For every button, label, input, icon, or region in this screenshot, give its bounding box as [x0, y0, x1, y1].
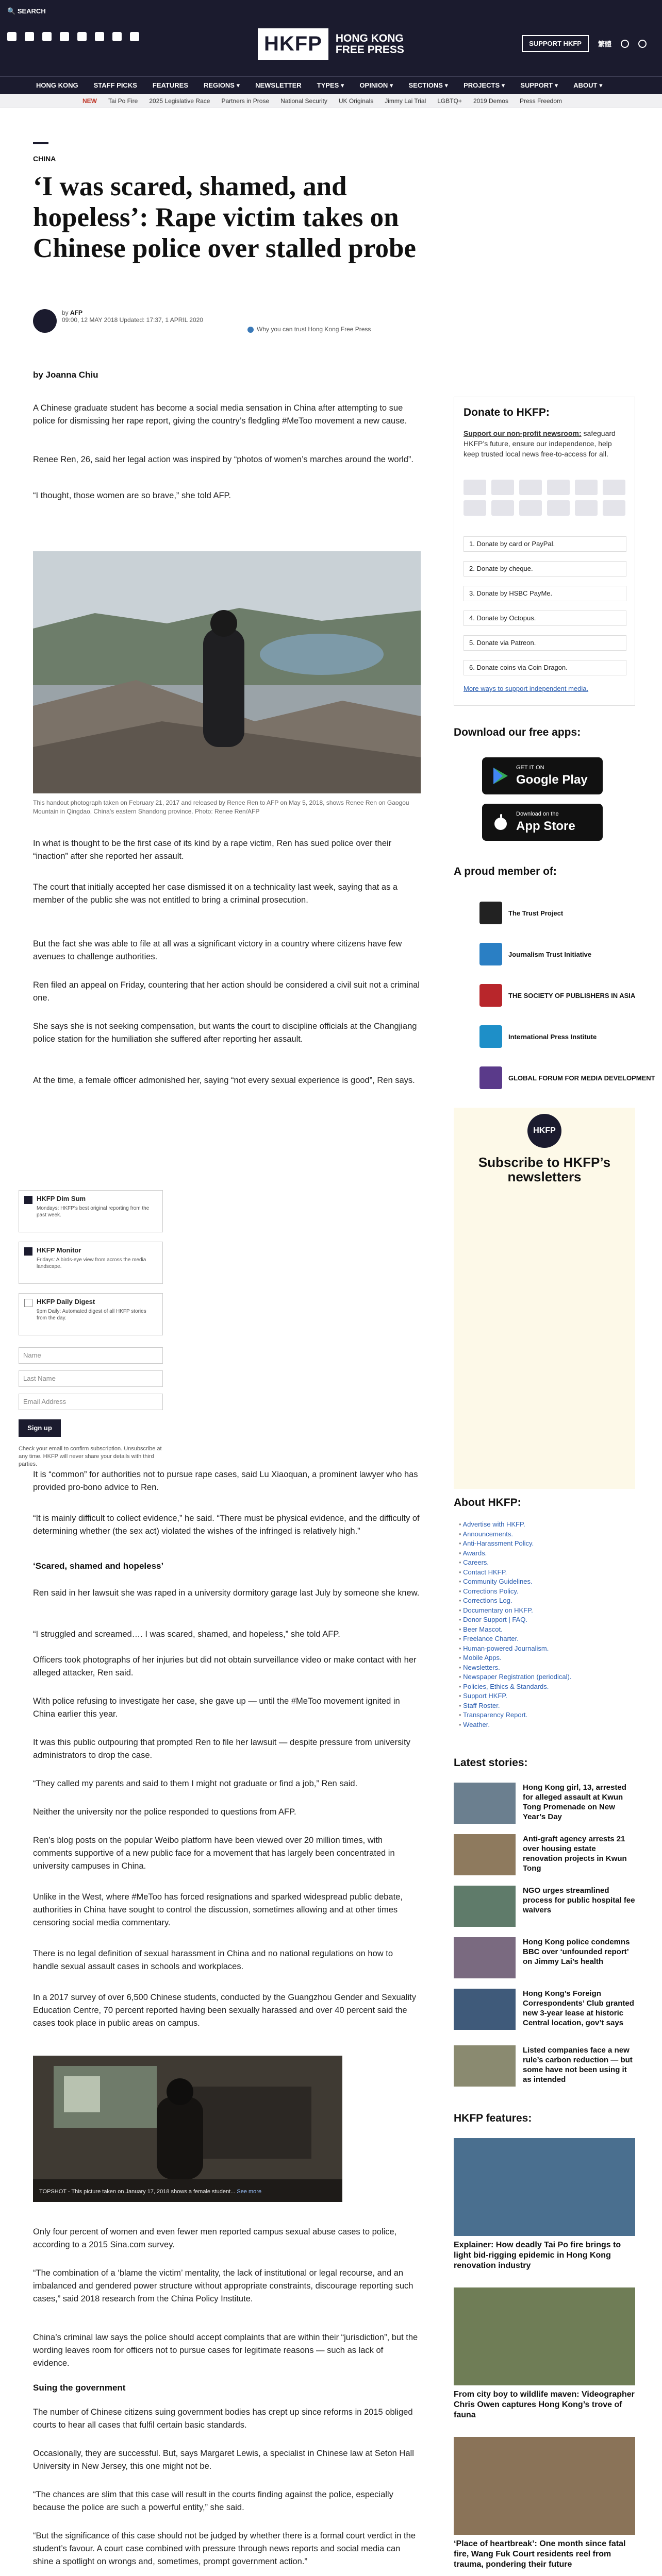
checkbox-icon[interactable] — [24, 1196, 32, 1204]
paragraph: At the time, a female officer admonished her, saying “not every sexual experience is good”, Ren says. — [33, 1076, 415, 1085]
about-title: About HKFP: — [454, 1497, 521, 1509]
latest-title: Latest stories: — [454, 1757, 528, 1769]
last-name-input[interactable]: Last Name — [19, 1370, 163, 1387]
topic-link[interactable]: Jimmy Lai Trial — [385, 97, 426, 105]
payment-icon — [519, 500, 542, 516]
member-logo[interactable] — [479, 984, 635, 1007]
story-title: Listed companies face a new rule’s carbon reduction — but some have not been using it as intended — [523, 2046, 633, 2084]
member-name: International Press Institute — [508, 1032, 597, 1041]
logo-line-1: HONG KONG — [335, 32, 404, 44]
email-input[interactable]: Email Address — [19, 1394, 163, 1410]
paragraph: “I thought, those women are so brave,” she told AFP. — [33, 491, 231, 500]
menu-icon[interactable] — [638, 40, 647, 48]
payment-icon — [603, 500, 625, 516]
payment-icon — [575, 500, 598, 516]
payment-icon — [547, 500, 570, 516]
apple-icon — [491, 813, 510, 832]
donate-option[interactable]: 4. Donate by Octopus. — [464, 611, 626, 626]
about-link[interactable]: • Advertise with HKFP. — [459, 1520, 634, 1530]
article-headline: ‘I was scared, shamed, and hopeless’: Rape victim takes on Chinese police over stalled probe — [33, 172, 416, 263]
member-logo[interactable] — [479, 902, 563, 924]
facebook-icon[interactable] — [7, 32, 16, 41]
about-link[interactable]: • Corrections Log. — [459, 1596, 634, 1606]
about-link[interactable]: • Policies, Ethics & Standards. — [459, 1682, 634, 1692]
topic-link[interactable]: National Security — [280, 97, 327, 105]
about-link[interactable]: • Support HKFP. — [459, 1691, 634, 1701]
paragraph: “They called my parents and said to them I might not graduate or find a job,” Ren said. — [33, 1779, 358, 1788]
donate-title: Donate to HKFP: — [464, 406, 550, 418]
payment-icon — [603, 480, 625, 495]
paragraph: It is “common” for authorities not to pursue rape cases, said Lu Xiaoquan, a prominent lawyer who has provided pro-bono advice to Ren. — [33, 1470, 418, 1492]
donate-option[interactable]: 6. Donate coins via Coin Dragon. — [464, 660, 626, 675]
sopa-icon — [479, 984, 502, 1007]
latest-story[interactable] — [454, 1886, 635, 1935]
donate-option[interactable]: 2. Donate by cheque. — [464, 561, 626, 577]
latest-story[interactable] — [454, 1989, 635, 2038]
member-name: GLOBAL FORUM FOR MEDIA DEVELOPMENT — [508, 1074, 655, 1082]
mountain-photo — [33, 551, 421, 793]
gfmd-icon — [479, 1066, 502, 1089]
story-title: Anti-graft agency arrests 21 over housing estate renovation projects in Kwun Tong — [523, 1835, 627, 1873]
newsletter-option[interactable] — [19, 1242, 163, 1284]
topic-link[interactable]: UK Originals — [338, 97, 374, 105]
topic-link[interactable]: Tai Po Fire — [108, 97, 138, 105]
info-icon — [247, 327, 254, 333]
section-rule — [33, 142, 48, 144]
donate-option[interactable]: 5. Donate via Patreon. — [464, 635, 626, 651]
byline-agency[interactable]: AFP — [70, 309, 83, 316]
classroom-photo — [33, 2056, 342, 2202]
article-author: by Joanna Chiu — [33, 370, 98, 380]
story-title: Hong Kong’s Foreign Correspondents’ Club granted new 3-year lease at historic Central location, gov’t says — [523, 1989, 634, 2027]
subheading: ‘Scared, shamed and hopeless’ — [33, 1561, 164, 1571]
about-link[interactable]: • Donor Support | FAQ. — [459, 1615, 634, 1625]
paragraph: A Chinese graduate student has become a social media sensation in China after attempting to sue police for dismissing her rape report, giving the country’s fledgling #MeToo movement a new cause. — [33, 403, 407, 426]
paragraph: She says she is not seeking compensation, but wants the court to discipline officials at the Changjiang police station for the humiliation she suffered after reporting her assault. — [33, 1022, 417, 1044]
first-name-input[interactable]: Name — [19, 1347, 163, 1364]
logo-line-2: FREE PRESS — [335, 43, 404, 56]
topic-link[interactable]: Press Freedom — [519, 97, 562, 105]
by-label: by — [62, 309, 69, 316]
as-small-text: Download on the — [516, 811, 559, 817]
site-logo[interactable] — [258, 28, 404, 60]
story-thumbnail — [454, 2045, 516, 2087]
about-link[interactable]: • Newsletters. — [459, 1663, 634, 1673]
paragraph: “I struggled and screamed…. I was scared, shamed, and hopeless,” she told AFP. — [33, 1630, 340, 1639]
paragraph: Renee Ren, 26, said her legal action was inspired by “photos of women’s marches around the world”. — [33, 455, 414, 464]
embedded-photo[interactable] — [33, 2056, 342, 2202]
linkedin-icon[interactable] — [95, 32, 104, 41]
see-more-link[interactable]: See more — [237, 2189, 262, 2195]
member-name: The Trust Project — [508, 909, 564, 917]
nav-item[interactable]: HONG KONG — [36, 81, 78, 89]
nav-item[interactable]: REGIONS ▾ — [204, 81, 240, 89]
google-play-icon — [491, 767, 510, 785]
about-link[interactable]: • Corrections Policy. — [459, 1587, 634, 1597]
nav-item[interactable]: SECTIONS ▾ — [408, 81, 449, 89]
new-badge: NEW — [82, 97, 97, 105]
story-title: Hong Kong police condemns BBC over ‘unfounded report’ on Jimmy Lai’s health — [523, 1938, 630, 1966]
newsletter-note: Check your email to confirm subscription. Unsubscribe at any time. HKFP will never share your details with third parties. — [19, 1446, 162, 1467]
about-link[interactable]: • Transparency Report. — [459, 1710, 634, 1720]
donate-intro-text: safeguard HKFP’s future, ensure our independence, help keep trusted local news free-to-access for all. — [464, 429, 616, 458]
about-link[interactable]: • Freelance Charter. — [459, 1634, 634, 1644]
checkbox-icon[interactable] — [24, 1299, 32, 1307]
social-links — [7, 32, 139, 41]
paragraph: With police refusing to investigate her case, she gave up — until the #MeToo movement ignited in China earlier this year. — [33, 1697, 400, 1719]
top-bar — [0, 0, 662, 76]
about-link[interactable]: • Awards. — [459, 1549, 634, 1558]
app-store-badge[interactable] — [482, 804, 603, 841]
support-hkfp-button[interactable]: SUPPORT HKFP — [522, 35, 589, 52]
payment-icon — [519, 480, 542, 495]
paragraph: “But the significance of this case should not be judged by whether there is a formal court verdict in the student’s favour. A court case combined with pressure through news reports and social media can shine a spotlight on wrongs and, sometimes, prompt government action.” — [33, 2531, 416, 2566]
nav-item[interactable]: FEATURES — [152, 81, 188, 89]
story-thumbnail — [454, 1886, 516, 1927]
paragraph: Ren said in her lawsuit she was raped in a university dormitory garage last July by someone she knew. — [33, 1588, 420, 1598]
byline — [33, 309, 203, 333]
trust-label: Why you can trust Hong Kong Free Press — [257, 326, 371, 333]
features-title: HKFP features: — [454, 2112, 532, 2124]
trust-link[interactable] — [247, 326, 371, 333]
story-title: Hong Kong girl, 13, arrested for alleged assault at Kwun Tong Promenade on New Year’s Day — [523, 1783, 626, 1821]
signup-button[interactable]: Sign up — [19, 1419, 61, 1437]
newsletter-desc: 9pm Daily: Automated digest of all HKFP stories from the day. — [37, 1309, 146, 1321]
checkbox-icon[interactable] — [24, 1247, 32, 1256]
google-play-badge[interactable] — [482, 757, 603, 794]
about-link[interactable]: • Contact HKFP. — [459, 1568, 634, 1578]
feature-title: ‘Place of heartbreak’: One month since fatal fire, Wang Fuk Court residents reel from trauma, pondering their future — [454, 2539, 626, 2569]
paragraph: In what is thought to be the first case of its kind by a rape victim, Ren has sued police over their “inaction” after she reported her assault. — [33, 839, 392, 861]
jti-icon — [479, 943, 502, 965]
language-switch[interactable]: 繁體 — [598, 40, 611, 48]
about-link[interactable]: • Anti-Harassment Policy. — [459, 1539, 634, 1549]
topic-bar — [0, 94, 662, 108]
payment-icon — [491, 480, 514, 495]
newsletter-desc: Mondays: HKFP’s best original reporting from the past week. — [37, 1206, 150, 1218]
donate-more-link[interactable]: More ways to support independent media. — [464, 685, 589, 692]
newsletter-desc: Fridays: A birds-eye view from across the media landscape. — [37, 1257, 146, 1269]
article-photo — [33, 551, 421, 793]
newsletter-option[interactable] — [19, 1293, 163, 1335]
donate-box — [454, 397, 635, 706]
newsletter-name: HKFP Monitor — [37, 1246, 81, 1254]
member-logo[interactable] — [479, 1066, 655, 1089]
feature-card[interactable] — [454, 2287, 635, 2420]
paragraph: The number of Chinese citizens suing government bodies has crept up since reforms in 2015 obliged courts to hear all cases that fulfil certain basic standards. — [33, 2408, 413, 2430]
member-name: THE SOCIETY OF PUBLISHERS IN ASIA — [508, 991, 636, 999]
nav-item[interactable]: SUPPORT ▾ — [520, 81, 558, 89]
gp-small-text: GET IT ON — [516, 765, 544, 771]
nav-item[interactable]: TYPES ▾ — [317, 81, 344, 89]
feature-title: From city boy to wildlife maven: Videographer Chris Owen captures Hong Kong’s trove of fauna — [454, 2390, 635, 2419]
member-name: Journalism Trust Initiative — [508, 950, 592, 958]
paragraph: It was this public outpouring that prompted Ren to file her lawsuit — despite pressure from university administrators to drop the case. — [33, 1738, 410, 1760]
feature-image — [454, 2138, 635, 2236]
payment-icon — [575, 480, 598, 495]
newsletter-box — [454, 1108, 635, 1489]
topic-link[interactable]: Partners in Prose — [221, 97, 270, 105]
paragraph: There is no legal definition of sexual harassment in China and no national regulations on how to handle sexual assault cases in schools and workplaces. — [33, 1949, 393, 1971]
about-link[interactable]: • Community Guidelines. — [459, 1577, 634, 1587]
paragraph: Officers took photographs of her injuries but did not obtain surveillance video or make contact with her alleged attacker, Ren said. — [33, 1655, 417, 1677]
story-thumbnail — [454, 1937, 516, 1978]
feature-card[interactable] — [454, 2437, 635, 2570]
member-logo[interactable] — [479, 943, 591, 965]
logo-mark: HKFP — [258, 28, 328, 60]
photo-caption: This handout photograph taken on February 21, 2017 and released by Renee Ren to AFP on May 5, 2018, shows Renee Ren on Gaogou Mountain in Qingdao, China’s eastern Shandong province. Photo: Renee Ren/AFP — [33, 799, 409, 815]
avatar — [33, 309, 57, 333]
paragraph: China’s criminal law says the police should accept complaints that are within their “jurisdiction”, but the wording leaves room for officers not to pursue cases for legitimate reasons — such as lack of evidence. — [33, 2333, 418, 2368]
rss-icon[interactable] — [130, 32, 139, 41]
donate-intro — [464, 428, 626, 459]
about-link[interactable]: • Documentary on HKFP. — [459, 1606, 634, 1616]
nav-item[interactable]: OPINION ▾ — [359, 81, 393, 89]
story-title: NGO urges streamlined process for public hospital fee waivers — [523, 1886, 635, 1914]
donate-option[interactable]: 3. Donate by HSBC PayMe. — [464, 586, 626, 601]
member-logo[interactable] — [479, 1025, 597, 1048]
topic-link[interactable]: 2025 Legislative Race — [149, 97, 210, 105]
article-category[interactable]: CHINA — [33, 155, 56, 163]
about-link[interactable]: • Mobile Apps. — [459, 1653, 634, 1663]
search-button[interactable]: 🔍 SEARCH — [7, 7, 46, 15]
latest-story[interactable] — [454, 1783, 635, 1832]
nav-item[interactable]: STAFF PICKS — [93, 81, 137, 89]
logo-text — [336, 33, 404, 56]
photo-caption-text: TOPSHOT - This picture taken on January 17, 2018 shows a female student... — [39, 2189, 236, 2195]
trust-project-icon — [479, 902, 502, 924]
about-link[interactable]: • Staff Roster. — [459, 1701, 634, 1711]
story-thumbnail — [454, 1834, 516, 1875]
newsletter-name: HKFP Daily Digest — [37, 1298, 95, 1306]
about-link[interactable]: • Announcements. — [459, 1530, 634, 1539]
newsletter-name: HKFP Dim Sum — [37, 1195, 86, 1202]
paragraph: The court that initially accepted her case dismissed it on a technicality last week, saying that as a member of the public she was not entitled to bring a criminal prosecution. — [33, 883, 398, 905]
photo-caption — [39, 2189, 261, 2195]
feature-card[interactable] — [454, 2138, 635, 2271]
latest-story[interactable] — [454, 1937, 635, 1987]
newsletter-option[interactable] — [19, 1190, 163, 1232]
payment-icon — [464, 480, 486, 495]
paragraph: Only four percent of women and even fewer men reported campus sexual abuse cases to police, according to a 2015 Sina.com survey. — [33, 2227, 397, 2249]
gp-big-text: Google Play — [516, 773, 588, 787]
about-link[interactable]: • Human-powered Journalism. — [459, 1644, 634, 1654]
story-thumbnail — [454, 1783, 516, 1824]
nav-item[interactable]: PROJECTS ▾ — [464, 81, 505, 89]
payment-icon — [491, 500, 514, 516]
paragraph: Ren’s blog posts on the popular Weibo platform have been viewed over 20 million times, with comments supportive of a new public face for a movement that has largely been concentrated in university campuses in China. — [33, 1836, 395, 1871]
topic-link[interactable]: 2019 Demos — [473, 97, 508, 105]
payment-icon — [547, 480, 570, 495]
paragraph: Occasionally, they are successful. But, says Margaret Lewis, a specialist in Chinese law at Seton Hall University in New Jersey, this one might not be. — [33, 2449, 414, 2471]
telegram-icon[interactable] — [77, 32, 87, 41]
donate-intro-link[interactable]: Support our non-profit newsroom: — [464, 429, 582, 437]
x-icon[interactable] — [25, 32, 34, 41]
top-right-actions — [522, 35, 647, 52]
story-thumbnail — [454, 1989, 516, 2030]
newsletter-title: Subscribe to HKFP’s newsletters — [478, 1155, 611, 1184]
apps-title: Download our free apps: — [454, 726, 581, 738]
donate-option[interactable]: 1. Donate by card or PayPal. — [464, 536, 626, 552]
youtube-icon[interactable] — [60, 32, 69, 41]
nav-item[interactable]: NEWSLETTER — [255, 81, 302, 89]
latest-story[interactable] — [454, 2045, 635, 2095]
paragraph: In a 2017 survey of over 6,500 Chinese students, conducted by the Guangzhou Gender and Sexuality Education Centre, 70 percent reported having been sexually harassed and over 40 percent said the cases took place in public areas on campus. — [33, 1993, 416, 2028]
member-title: A proud member of: — [454, 866, 557, 877]
paragraph: “The combination of a ‘blame the victim’ mentality, the lack of institutional or legal recourse, and an imbalanced and gendered power structure without appropriate constraints, discourage reporting such cases,” said 2018 research from the China Policy Institute. — [33, 2268, 413, 2303]
about-link[interactable]: • Careers. — [459, 1558, 634, 1568]
feature-image — [454, 2287, 635, 2385]
main-nav — [0, 76, 662, 94]
payment-logos — [464, 480, 625, 516]
about-list — [459, 1520, 634, 1730]
latest-story[interactable] — [454, 1834, 635, 1884]
newsletter-logo: HKFP — [527, 1114, 561, 1148]
as-big-text: App Store — [516, 819, 575, 833]
paragraph: But the fact she was able to file at all was a significant victory in a country where citizens have few avenues to challenge authorities. — [33, 939, 402, 961]
topic-link[interactable]: LGBTQ+ — [437, 97, 462, 105]
article-dates: 09:00, 12 MAY 2018 Updated: 17:37, 1 APRIL 2020 — [62, 316, 203, 324]
paragraph: “The chances are slim that this case will result in the courts finding against the police, especially because the police are such a powerful entity,” she said. — [33, 2490, 393, 2512]
threads-icon[interactable] — [112, 32, 122, 41]
ipi-icon — [479, 1025, 502, 1048]
subheading: Suing the government — [33, 2383, 126, 2393]
paragraph: Ren filed an appeal on Friday, countering that her action should be considered a civil suit not a criminal one. — [33, 980, 420, 1003]
about-link[interactable]: • Beer Mascot. — [459, 1625, 634, 1635]
account-icon[interactable] — [621, 40, 629, 48]
instagram-icon[interactable] — [42, 32, 52, 41]
search-label: SEARCH — [17, 7, 46, 15]
feature-title: Explainer: How deadly Tai Po fire brings to light bid-rigging epidemic in Hong Kong renovation industry — [454, 2241, 621, 2270]
paragraph: Unlike in the West, where #MeToo has forced resignations and sparked widespread public debate, authorities in China have sought to control the discussion, sometimes allowing and at other times censoring social media commentary. — [33, 1892, 403, 1927]
feature-image — [454, 2437, 635, 2535]
nav-item[interactable]: ABOUT ▾ — [573, 81, 603, 89]
paragraph: Neither the university nor the police responded to questions from AFP. — [33, 1807, 296, 1817]
paragraph: “It is mainly difficult to collect evidence,” he said. “There must be physical evidence, and the difficulty of determining whether (the sex act) violated the wishes of the infringed is relatively high.” — [33, 1514, 420, 1536]
payment-icon — [464, 500, 486, 516]
about-link[interactable]: • Newspaper Registration (periodical). — [459, 1672, 634, 1682]
about-link[interactable]: • Weather. — [459, 1720, 634, 1730]
